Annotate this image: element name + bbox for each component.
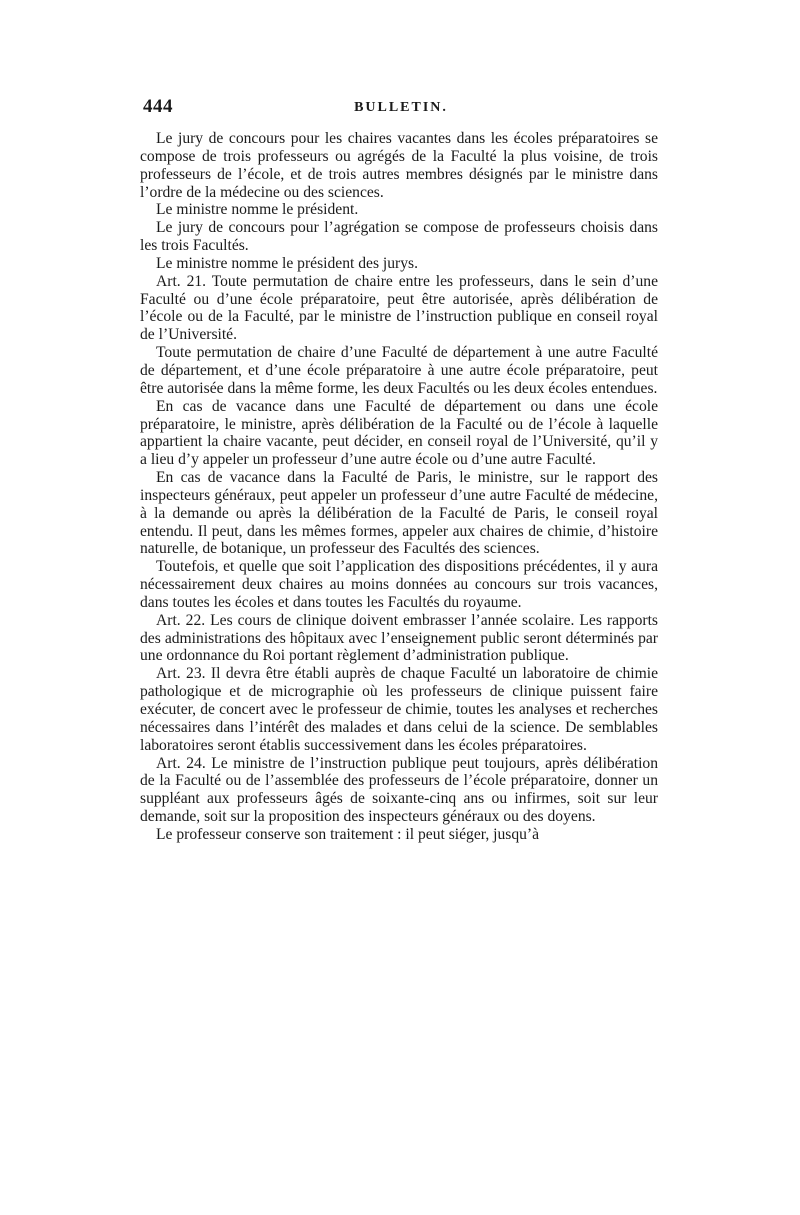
paragraph-toutefois: Toutefois, et quelle que soit l’application des dispositions précédentes, il y aura nécessairement deux chaires au moins données au concours sur trois vacances, dans toutes les écoles et dans toutes les Facultés du royaume.: [140, 558, 658, 611]
paragraph-art-24: Art. 24. Le ministre de l’instruction publique peut toujours, après délibération de la Faculté ou de l’assemblée des professeurs de l’école préparatoire, donner un suppléant aux professeurs âgés de soixante-cinq ans ou infirmes, soit sur leur demande, soit sur la proposition des inspecteurs généraux ou des doyens.: [140, 754, 658, 826]
paragraph-vacance-departement: En cas de vacance dans une Faculté de département ou dans une école préparatoire, le ministre, après délibération de la Faculté ou de l’école à laquelle appartient la chaire vacante, peut décider, en conseil royal de l’Université, qu’il y a lieu d’y appeler un professeur d’une autre école ou d’une autre Faculté.: [140, 397, 658, 469]
paragraph-traitement: Le professeur conserve son traitement : il peut siéger, jusqu’à: [156, 825, 540, 843]
paragraph-president: Le ministre nomme le président.: [156, 201, 359, 219]
paragraph-vacance-paris: En cas de vacance dans la Faculté de Paris, le ministre, sur le rapport des inspecteurs généraux, peut appeler un professeur d’une autre Faculté de médecine, à la demande ou après la délibération de la Faculté de Paris, le conseil royal entendu. Il peut, dans les mêmes formes, appeler aux chaires de chimie, d’histoire naturelle, de botanique, un professeur des Facultés des sciences.: [140, 469, 658, 558]
running-head: BULLETIN.: [354, 100, 448, 115]
page-header: [143, 96, 659, 124]
paragraph-art-22: Art. 22. Les cours de clinique doivent embrasser l’année scolaire. Les rapports des administrations des hôpitaux avec l’enseignement public seront déterminés par une ordonnance du Roi portant règlement d’administration publique.: [140, 611, 658, 665]
paragraph-art-21: Art. 21. Toute permutation de chaire entre les professeurs, dans le sein d’une Faculté ou d’une école préparatoire, peut être autorisée, après délibération de l’école ou de la Faculté, par le ministre de l’instruction publique en conseil royal de l’Université.: [140, 272, 658, 344]
body-text: [140, 130, 658, 844]
paragraph-art-23: Art. 23. Il devra être établi auprès de chaque Faculté un laboratoire de chimie pathologique et de micrographie où les professeurs de clinique puissent faire exécuter, de concert avec le professeur de chimie, toutes les analyses et recherches nécessaires dans l’intérêt des malades et dans celui de la science. De semblables laboratoires seront établis successivement dans les écoles préparatoires.: [140, 665, 658, 754]
paragraph-jury-agregation: Le jury de concours pour l’agrégation se compose de professeurs choisis dans les trois Facultés.: [140, 219, 658, 255]
paragraph-jury-ecoles: Le jury de concours pour les chaires vacantes dans les écoles préparatoires se compose de trois professeurs ou agrégés de la Faculté la plus voisine, de trois professeurs de l’école, et de trois autres membres désignés par le ministre dans l’ordre de la médecine ou des sciences.: [140, 130, 658, 201]
page-number: 444: [143, 96, 173, 117]
paragraph-president-jurys: Le ministre nomme le président des jurys.: [156, 254, 419, 272]
paragraph-permutation: Toute permutation de chaire d’une Faculté de département à une autre Faculté de département, et d’une école préparatoire à une autre école préparatoire, peut être autorisée dans la même forme, les deux Facultés ou les deux écoles entendues.: [140, 344, 658, 397]
